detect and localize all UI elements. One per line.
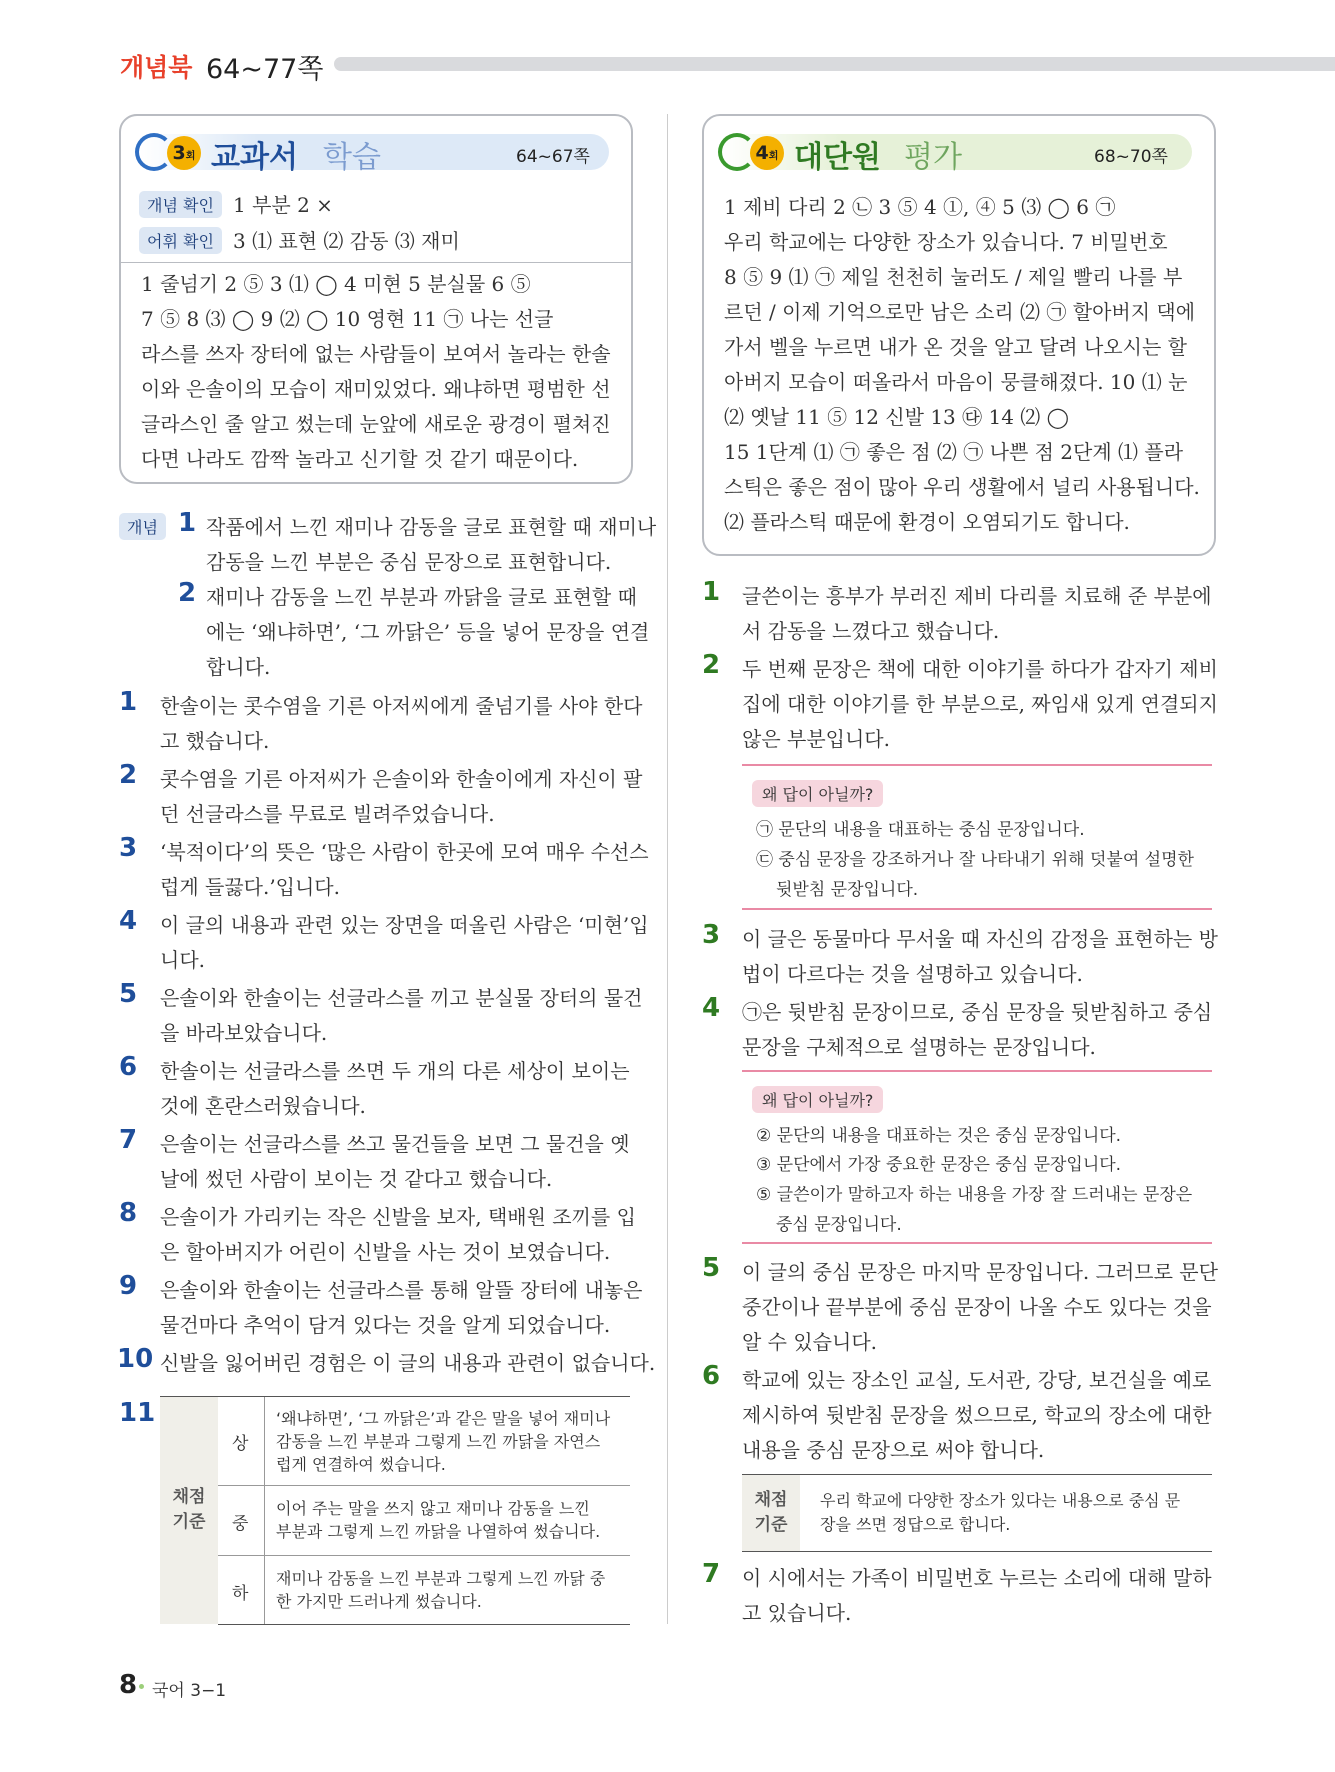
answer-line: ㉠은 뒷받침 문장이므로, 중심 문장을 뒷받침하고 중심	[742, 1000, 1213, 1024]
concept-line: 합니다.	[206, 655, 271, 679]
answer-line: ‘북적이다’의 뜻은 ‘많은 사람이 한곳에 모여 매우 수선스	[160, 840, 649, 864]
concept-number: 1	[178, 508, 197, 538]
right-box-line: 르던 / 이제 기억으로만 남은 소리 ⑵ ㉠ 할아버지 댁에	[724, 300, 1196, 324]
grade-text: 재미나 감동을 느낀 부분과 그렇게 느낀 까닭 중 한 가지만 드러나게 썼습니다.	[276, 1569, 606, 1611]
right-box-line: 스틱은 좋은 점이 많아 우리 생활에서 널리 사용됩니다.	[724, 475, 1200, 499]
footer-dot	[139, 1684, 144, 1689]
left-answer-box	[119, 114, 633, 484]
answer-line: 던 선글라스를 무료로 빌려주었습니다.	[160, 802, 495, 826]
answer-line: 제시하여 뒷받침 문장을 썼으므로, 학교의 장소에 대한	[742, 1403, 1212, 1427]
right-box-line: ⑵ 플라스틱 때문에 환경이 오염되기도 합니다.	[724, 510, 1130, 534]
answer-number: 1	[119, 687, 138, 717]
left-title-light: 학습	[323, 140, 381, 175]
header-bar	[334, 57, 1335, 71]
scoring-table-left	[160, 1396, 630, 1625]
answer-number: 5	[702, 1253, 721, 1283]
column-divider	[667, 114, 668, 1624]
scoring-label: 채점 기준	[754, 1490, 788, 1535]
book-label: 개념북	[120, 53, 193, 82]
concept-line: 에는 ‘왜냐하면’, ‘그 까닭은’ 등을 넣어 문장을 연결	[206, 620, 650, 644]
left-box-divider	[121, 262, 631, 263]
answer-line: 이 글은 동물마다 무서울 때 자신의 감정을 표현하는 방	[742, 927, 1218, 951]
answer-line: 알 수 있습니다.	[742, 1330, 877, 1354]
page-number: 8	[119, 1670, 138, 1700]
answer-line: 이 시에서는 가족이 비밀번호 누르는 소리에 대해 말하	[742, 1566, 1212, 1590]
right-box-line: 1 제비 다리 2 ㉡ 3 ⑤ 4 ①, ④ 5 ⑶ ◯ 6 ㉠	[724, 195, 1116, 219]
answer-line: 것에 혼란스러웠습니다.	[160, 1094, 366, 1118]
grade-label: 하	[232, 1584, 249, 1604]
answer-line: 콧수염을 기른 아저씨가 은솔이와 한솔이에게 자신이 팔	[160, 767, 643, 791]
answer-number: 10	[117, 1344, 154, 1374]
left-box-line: 1 줄넘기 2 ⑤ 3 ⑴ ◯ 4 미현 5 분실물 6 ⑤	[141, 272, 531, 296]
grade-label: 상	[232, 1434, 249, 1454]
answer-line: 서 감동을 느꼈다고 했습니다.	[742, 619, 1000, 643]
right-box-line: ⑵ 옛날 11 ⑤ 12 신발 13 ㉰ 14 ⑵ ◯	[724, 405, 1070, 429]
answer-line: 신발을 잃어버린 경험은 이 글의 내용과 관련이 없습니다.	[160, 1351, 656, 1375]
answer-line: 은솔이는 선글라스를 쓰고 물건들을 보면 그 물건을 옛	[160, 1132, 630, 1156]
why-not-tag: 왜 답이 아닐까?	[752, 780, 883, 807]
answer-number: 7	[702, 1559, 721, 1589]
concept-line: 작품에서 느낀 재미나 감동을 글로 표현할 때 재미나	[206, 515, 657, 539]
answer-number: 2	[119, 760, 138, 790]
answer-line: 고 했습니다.	[160, 729, 270, 753]
concept-tag: 개념	[119, 513, 166, 540]
left-box-line: 이와 은솔이의 모습이 재미있었다. 왜냐하면 평범한 선	[141, 377, 611, 401]
left-box-line: 다면 나라도 깜짝 놀라고 신기할 것 같기 때문이다.	[141, 447, 579, 471]
why-box-top-rule	[742, 1070, 1212, 1072]
why-not-line: ⑤ 글쓴이가 말하고자 하는 내용을 가장 잘 드러내는 문장은	[756, 1185, 1193, 1205]
right-round-badge: 4회	[750, 136, 784, 170]
why-not-line: ② 문단의 내용을 대표하는 것은 중심 문장입니다.	[756, 1126, 1122, 1146]
vocab-check-text: 3 ⑴ 표현 ⑵ 감동 ⑶ 재미	[233, 229, 460, 253]
book-name: 국어 3−1	[152, 1681, 227, 1701]
answer-line: 은솔이와 한솔이는 선글라스를 끼고 분실물 장터의 물건	[160, 986, 643, 1010]
right-box-line: 우리 학교에는 다양한 장소가 있습니다. 7 비밀번호	[724, 230, 1168, 254]
scoring-table-right	[742, 1474, 1212, 1552]
left-box-line: 7 ⑤ 8 ⑶ ◯ 9 ⑵ ◯ 10 영현 11 ㉠ 나는 선글	[141, 307, 554, 331]
answer-line: 이 글의 중심 문장은 마지막 문장입니다. 그러므로 문단	[742, 1260, 1218, 1284]
answer-number: 7	[119, 1125, 138, 1155]
concept-number: 2	[178, 578, 197, 608]
grade-label: 중	[232, 1514, 249, 1534]
answer-line: 니다.	[160, 948, 205, 972]
answer-number: 3	[702, 920, 721, 950]
why-not-line: ③ 문단에서 가장 중요한 문장은 중심 문장입니다.	[756, 1155, 1122, 1175]
answer-number: 4	[702, 993, 721, 1023]
concept-line: 재미나 감동을 느낀 부분과 까닭을 글로 표현할 때	[206, 585, 637, 609]
answer-line: 학교에 있는 장소인 교실, 도서관, 강당, 보건실을 예로	[742, 1368, 1212, 1392]
right-title-strong: 대단원	[794, 140, 881, 175]
concept-check-text: 1 부분 2 ×	[233, 193, 333, 217]
why-not-line: 뒷받침 문장입니다.	[776, 880, 919, 900]
grade-text: 이어 주는 말을 쓰지 않고 재미나 감동을 느낀 부분과 그렇게 느낀 까닭을 나열하여 썼습니다.	[276, 1499, 601, 1541]
why-not-line: 중심 문장입니다.	[776, 1215, 902, 1235]
why-not-tag: 왜 답이 아닐까?	[752, 1086, 883, 1113]
answer-line: 한솔이는 선글라스를 쓰면 두 개의 다른 세상이 보이는	[160, 1059, 630, 1083]
right-box-line: 가서 벨을 누르면 내가 온 것을 알고 달려 나오시는 할	[724, 335, 1187, 359]
answer-number: 9	[119, 1271, 138, 1301]
answer-line: 집에 대한 이야기를 한 부분으로, 짜임새 있게 연결되지	[742, 692, 1218, 716]
why-box-top-rule	[742, 764, 1212, 766]
grade-text: ‘왜냐하면’, ‘그 까닭은’과 같은 말을 넣어 재미나 감동을 느낀 부분과 그렇게 느낀 까닭을 자연스 럽게 연결하여 썼습니다.	[276, 1409, 611, 1474]
answer-line: 한솔이는 콧수염을 기른 아저씨에게 줄넘기를 사야 한다	[160, 694, 643, 718]
left-round-badge: 3회	[167, 136, 201, 170]
answer-line: 날에 썼던 사람이 보이는 것 같다고 했습니다.	[160, 1167, 553, 1191]
answer-line: 문장을 구체적으로 설명하는 문장입니다.	[742, 1035, 1096, 1059]
answer-line: 않은 부분입니다.	[742, 727, 890, 751]
right-box-line: 아버지 모습이 떠올라서 마음이 뭉클해졌다. 10 ⑴ 눈	[724, 370, 1188, 394]
right-title-light: 평가	[904, 140, 962, 175]
left-box-line: 글라스인 줄 알고 썼는데 눈앞에 새로운 광경이 펼쳐진	[141, 412, 611, 436]
answer-line: 은솔이와 한솔이는 선글라스를 통해 알뜰 장터에 내놓은	[160, 1278, 643, 1302]
grade-col-divider	[264, 1397, 265, 1624]
answer-line: 럽게 들끓다.’입니다.	[160, 875, 340, 899]
answer-number: 4	[119, 906, 138, 936]
concept-check-tag: 개념 확인	[139, 191, 222, 218]
answer-line: 고 있습니다.	[742, 1601, 852, 1625]
answer-line: 내용을 중심 문장으로 써야 합니다.	[742, 1438, 1045, 1462]
right-answer-box	[702, 114, 1216, 556]
answer-number: 1	[702, 577, 721, 607]
answer-number: 2	[702, 650, 721, 680]
why-box-bottom-rule	[742, 1242, 1212, 1244]
right-box-line: 8 ⑤ 9 ⑴ ㉠ 제일 천천히 눌러도 / 제일 빨리 나를 부	[724, 265, 1183, 289]
left-box-line: 라스를 쓰자 장터에 없는 사람들이 보여서 놀라는 한솔	[141, 342, 611, 366]
why-not-line: ㉢ 중심 문장을 강조하거나 잘 나타내기 위해 덧붙여 설명한	[756, 850, 1194, 870]
vocab-check-tag: 어휘 확인	[139, 227, 222, 254]
why-box-bottom-rule	[742, 908, 1212, 910]
answer-number: 6	[119, 1052, 138, 1082]
right-title-pages: 68~70쪽	[1094, 147, 1168, 167]
answer-number: 6	[702, 1361, 721, 1391]
answer-line: 이 글의 내용과 관련 있는 장면을 떠올린 사람은 ‘미현’입	[160, 913, 649, 937]
left-title-pages: 64~67쪽	[516, 147, 590, 167]
answer-line: 중간이나 끝부분에 중심 문장이 나올 수도 있다는 것을	[742, 1295, 1212, 1319]
answer-number: 8	[119, 1198, 138, 1228]
answer-line: 을 바라보았습니다.	[160, 1021, 328, 1045]
concept-line: 감동을 느낀 부분은 중심 문장으로 표현합니다.	[206, 550, 612, 574]
answer-line: 글쓴이는 흥부가 부러진 제비 다리를 치료해 준 부분에	[742, 584, 1212, 608]
left-title-strong: 교과서	[211, 140, 298, 175]
answer-number: 11	[119, 1398, 156, 1428]
scoring-label: 채점 기준	[172, 1487, 206, 1532]
answer-line: 물건마다 추억이 담겨 있다는 것을 알게 되었습니다.	[160, 1313, 611, 1337]
answer-line: 은 할아버지가 어린이 신발을 사는 것이 보였습니다.	[160, 1240, 611, 1264]
page-range: 64~77쪽	[206, 54, 324, 85]
answer-number: 5	[119, 979, 138, 1009]
answer-line: 법이 다르다는 것을 설명하고 있습니다.	[742, 962, 1083, 986]
right-box-line: 15 1단계 ⑴ ㉠ 좋은 점 ⑵ ㉠ 나쁜 점 2단계 ⑴ 플라	[724, 440, 1184, 464]
answer-line: 두 번째 문장은 책에 대한 이야기를 하다가 갑자기 제비	[742, 657, 1218, 681]
answer-line: 은솔이가 가리키는 작은 신발을 보자, 택배원 조끼를 입	[160, 1205, 636, 1229]
scoring-text: 우리 학교에 다양한 장소가 있다는 내용으로 중심 문 장을 쓰면 정답으로 합니다.	[820, 1491, 1181, 1534]
why-not-line: ㉠ 문단의 내용을 대표하는 중심 문장입니다.	[756, 820, 1085, 840]
answer-number: 3	[119, 833, 138, 863]
